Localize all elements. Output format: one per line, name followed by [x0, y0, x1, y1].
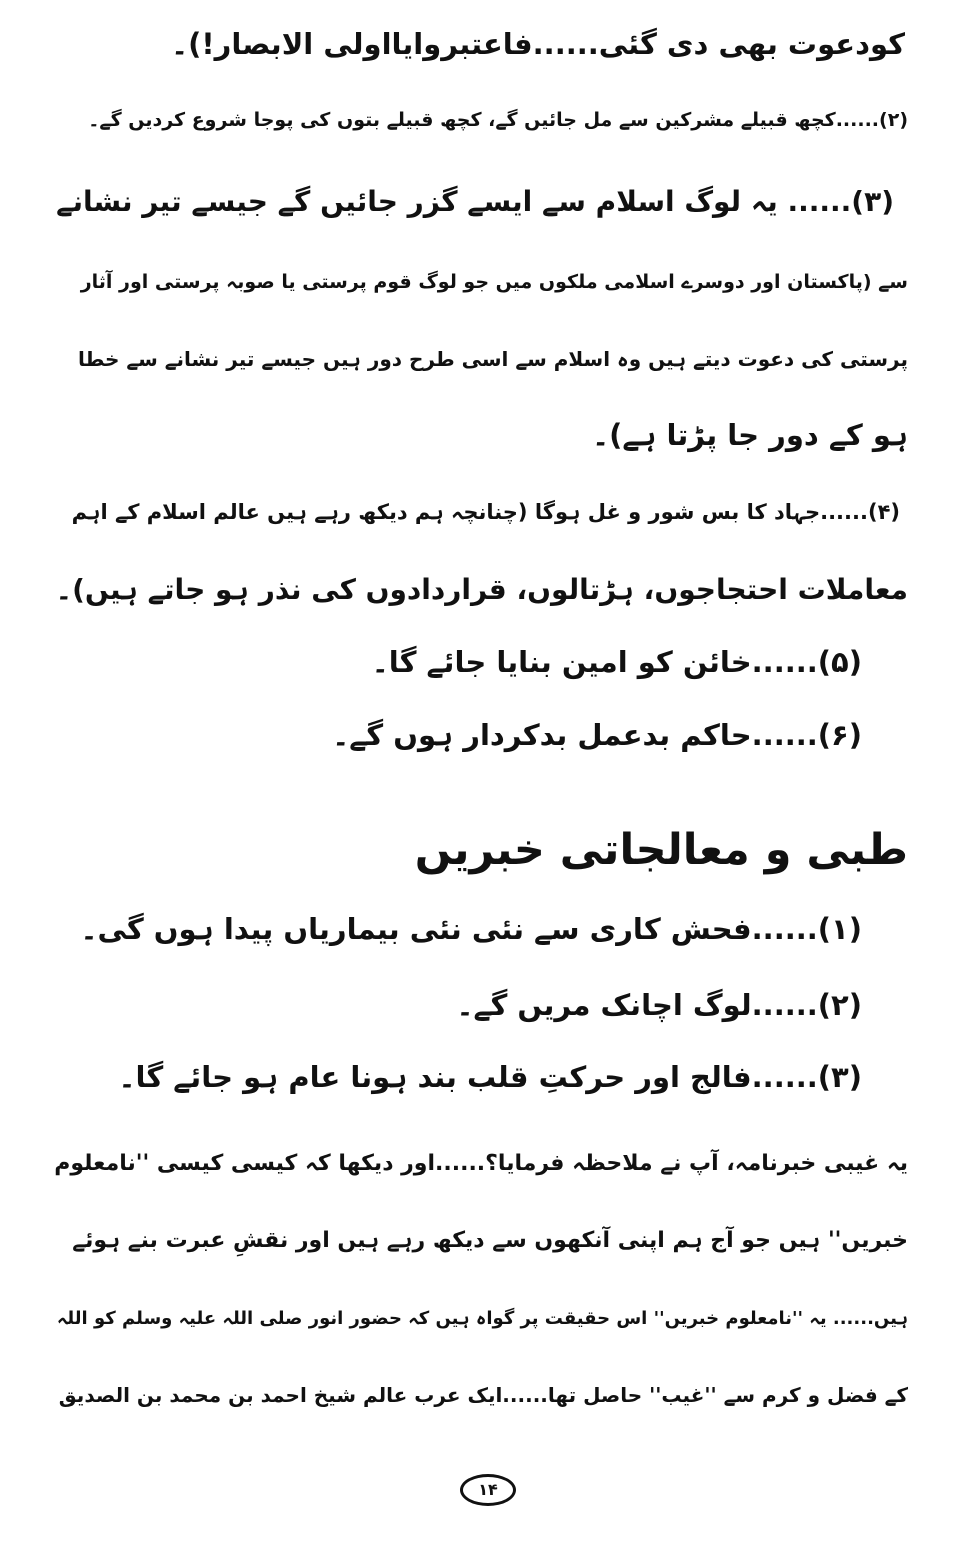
text-line-7: (۴)......جہاد کا بس شور و غل ہوگا (چنانچہ ہم دیکھ رہے ہیں عالم اسلام کے اہم [71, 500, 900, 524]
text-line-1: کودعوت بھی دی گئی......فاعتبروایااولی الابصار!)۔ [171, 27, 905, 61]
text-line-2: (۲)......کچھ قبیلے مشرکین سے مل جائیں گے، کچھ قبیلے بتوں کی پوجا شروع کردیں گے۔ [88, 109, 908, 131]
text-line-14: یہ غیبی خبرنامہ، آپ نے ملاحظہ فرمایا؟......اور دیکھا کہ کیسی کیسی ''نامعلوم [54, 1151, 908, 1176]
text-line-10: (۶)......حاکم بدعمل بدکردار ہوں گے۔ [332, 718, 862, 752]
page-number: ۱۴ [460, 1474, 516, 1506]
text-line-16: ہیں...... یہ ''نامعلوم خبریں'' اس حقیقت پر گواہ ہیں کہ حضور انور صلی اللہ علیہ وسلم کو اللہ [56, 1308, 908, 1329]
text-line-13: (۳)......فالج اور حرکتِ قلب بند ہونا عام ہو جائے گا۔ [118, 1060, 862, 1094]
text-line-15: خبریں'' ہیں جو آج ہم اپنی آنکھوں سے دیکھ رہے ہیں اور نقشِ عبرت بنے ہوئے [72, 1228, 908, 1253]
text-line-12: (۲)......لوگ اچانک مریں گے۔ [456, 988, 862, 1022]
text-line-3: (۳)...... یہ لوگ اسلام سے ایسے گزر جائیں گے جیسے تیر نشانے [56, 185, 894, 218]
text-line-6: ہو کے دور جا پڑتا ہے)۔ [592, 418, 908, 452]
text-line-5: پرستی کی دعوت دیتے ہیں وہ اسلام سے اسی طرح دور ہیں جیسے تیر نشانے سے خطا [78, 347, 908, 371]
text-line-8: معاملات احتجاجوں، ہڑتالوں، قراردادوں کی نذر ہو جاتے ہیں)۔ [55, 573, 908, 606]
section-heading: طبی و معالجاتی خبریں [414, 825, 908, 875]
text-line-17: کے فضل و کرم سے ''غیب'' حاصل تھا......ایک عرب عالم شیخ احمد بن محمد بن الصدیق [58, 1383, 908, 1407]
text-line-9: (۵)......خائن کو امین بنایا جائے گا۔ [371, 645, 862, 679]
text-line-11: (۱)......فحش کاری سے نئی نئی بیماریاں پیدا ہوں گی۔ [80, 912, 862, 946]
text-line-4: سے (پاکستان اور دوسرے اسلامی ملکوں میں جو لوگ قوم پرستی یا صوبہ پرستی اور آثار [80, 271, 908, 293]
